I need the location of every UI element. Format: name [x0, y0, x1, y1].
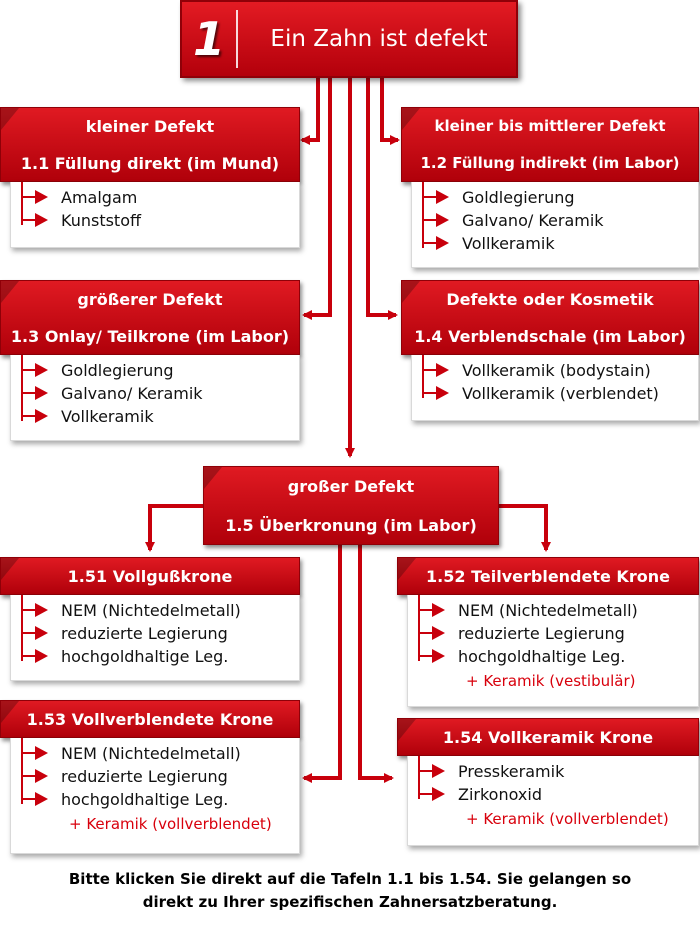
- arrow-icon: [436, 190, 449, 204]
- card-1-51-body: [10, 595, 300, 681]
- card-1-4[interactable]: [401, 280, 699, 421]
- treatment-label: 1.3 Onlay/ Teilkrone (im Labor): [10, 326, 290, 346]
- card-1-51[interactable]: [0, 557, 300, 681]
- card-1-54[interactable]: [397, 718, 699, 846]
- card-1-51-header[interactable]: [0, 557, 300, 595]
- extra-note: + Keramik (vestibulär): [466, 671, 636, 690]
- list-item: Vollkeramik: [11, 405, 299, 428]
- arrow-icon: [432, 764, 445, 778]
- footer-instructions: [0, 868, 700, 914]
- defect-label: größerer Defekt: [77, 289, 223, 309]
- arrow-icon: [436, 386, 449, 400]
- treatment-label: 1.1 Füllung direkt (im Mund): [20, 153, 280, 173]
- list-item: reduzierte Legierung: [11, 622, 299, 645]
- list-item: Amalgam: [11, 186, 299, 209]
- card-1-3[interactable]: [0, 280, 300, 441]
- arrow-icon: [35, 746, 48, 760]
- connector-1-1: [302, 78, 318, 140]
- title-number: 1: [192, 12, 225, 66]
- arrow-icon: [35, 409, 48, 423]
- main-title-box[interactable]: [180, 0, 518, 78]
- arrow-icon: [432, 787, 445, 801]
- defect-label: kleiner Defekt: [85, 116, 215, 136]
- list-item: Vollkeramik: [412, 232, 698, 255]
- list-item: Vollkeramik (bodystain): [412, 359, 698, 382]
- card-1-1[interactable]: [0, 107, 300, 248]
- arrow-icon: [35, 386, 48, 400]
- arrow-icon: [432, 649, 445, 663]
- list-item: hochgoldhaltige Leg.: [11, 788, 299, 811]
- list-item: Goldlegierung: [11, 359, 299, 382]
- card-1-52-body: [407, 595, 699, 707]
- card-1-5[interactable]: [203, 466, 499, 545]
- card-1-4-body: [411, 355, 699, 421]
- list-item: Galvano/ Keramik: [11, 382, 299, 405]
- arrow-icon: [35, 213, 48, 227]
- arrow-icon: [35, 603, 48, 617]
- arrow-icon: [432, 603, 445, 617]
- list-item: Kunststoff: [11, 209, 299, 232]
- treatment-label: 1.2 Füllung indirekt (im Labor): [420, 154, 680, 172]
- card-1-5-header[interactable]: [203, 466, 499, 545]
- treatment-label: 1.53 Vollverblendete Krone: [26, 709, 274, 729]
- card-1-52[interactable]: [397, 557, 699, 707]
- card-1-3-body: [10, 355, 300, 441]
- card-1-2-body: [411, 182, 699, 268]
- connector-1-51: [150, 506, 205, 550]
- list-item: NEM (Nichtedelmetall): [408, 599, 698, 622]
- card-1-53-body: [10, 738, 300, 854]
- card-1-1-header[interactable]: [0, 107, 300, 182]
- arrow-icon: [35, 769, 48, 783]
- card-1-52-header[interactable]: [397, 557, 699, 595]
- defect-label: großer Defekt: [287, 476, 415, 496]
- card-1-54-header[interactable]: [397, 718, 699, 756]
- title-divider: [236, 10, 238, 68]
- connector-1-54: [360, 540, 392, 778]
- arrow-icon: [35, 792, 48, 806]
- list-item: hochgoldhaltige Leg.: [11, 645, 299, 668]
- arrow-icon: [35, 626, 48, 640]
- arrow-icon: [35, 363, 48, 377]
- defect-label: kleiner bis mittlerer Defekt: [434, 117, 666, 135]
- list-item: reduzierte Legierung: [408, 622, 698, 645]
- arrow-icon: [35, 190, 48, 204]
- list-item: Vollkeramik (verblendet): [412, 382, 698, 405]
- footer-line-2: direkt zu Ihrer spezifischen Zahnersatzberatung.: [142, 893, 558, 911]
- card-1-1-body: [10, 182, 300, 248]
- arrow-icon: [432, 626, 445, 640]
- card-1-3-header[interactable]: [0, 280, 300, 355]
- treatment-label: 1.5 Überkronung (im Labor): [225, 515, 477, 535]
- extra-note: + Keramik (vollverblendet): [466, 809, 669, 828]
- treatment-label: 1.51 Vollgußkrone: [67, 566, 233, 586]
- treatment-label: 1.4 Verblendschale (im Labor): [414, 326, 686, 346]
- card-1-53-header[interactable]: [0, 700, 300, 738]
- list-item: Presskeramik: [408, 760, 698, 783]
- connector-1-2: [382, 78, 398, 140]
- extra-note: + Keramik (vollverblendet): [69, 814, 272, 833]
- arrow-icon: [436, 236, 449, 250]
- treatment-label: 1.54 Vollkeramik Krone: [442, 727, 654, 747]
- treatment-label: 1.52 Teilverblendete Krone: [426, 566, 670, 586]
- card-1-53[interactable]: [0, 700, 300, 854]
- card-1-2[interactable]: [401, 107, 699, 268]
- arrow-icon: [436, 363, 449, 377]
- card-1-4-header[interactable]: [401, 280, 699, 355]
- title-text: Ein Zahn ist defekt: [270, 26, 488, 52]
- defect-label: Defekte oder Kosmetik: [446, 289, 654, 309]
- card-1-2-header[interactable]: [401, 107, 699, 182]
- footer-line-1: Bitte klicken Sie direkt auf die Tafeln 1.1 bis 1.54. Sie gelangen so: [68, 870, 632, 888]
- connector-1-52: [498, 506, 546, 550]
- card-1-54-body: [407, 756, 699, 846]
- list-item: Galvano/ Keramik: [412, 209, 698, 232]
- arrow-icon: [35, 649, 48, 663]
- list-item: NEM (Nichtedelmetall): [11, 742, 299, 765]
- list-item: Goldlegierung: [412, 186, 698, 209]
- arrow-icon: [436, 213, 449, 227]
- list-item: Zirkonoxid: [408, 783, 698, 806]
- list-item: NEM (Nichtedelmetall): [11, 599, 299, 622]
- connector-1-53: [304, 540, 340, 778]
- list-item: hochgoldhaltige Leg.: [408, 645, 698, 668]
- list-item: reduzierte Legierung: [11, 765, 299, 788]
